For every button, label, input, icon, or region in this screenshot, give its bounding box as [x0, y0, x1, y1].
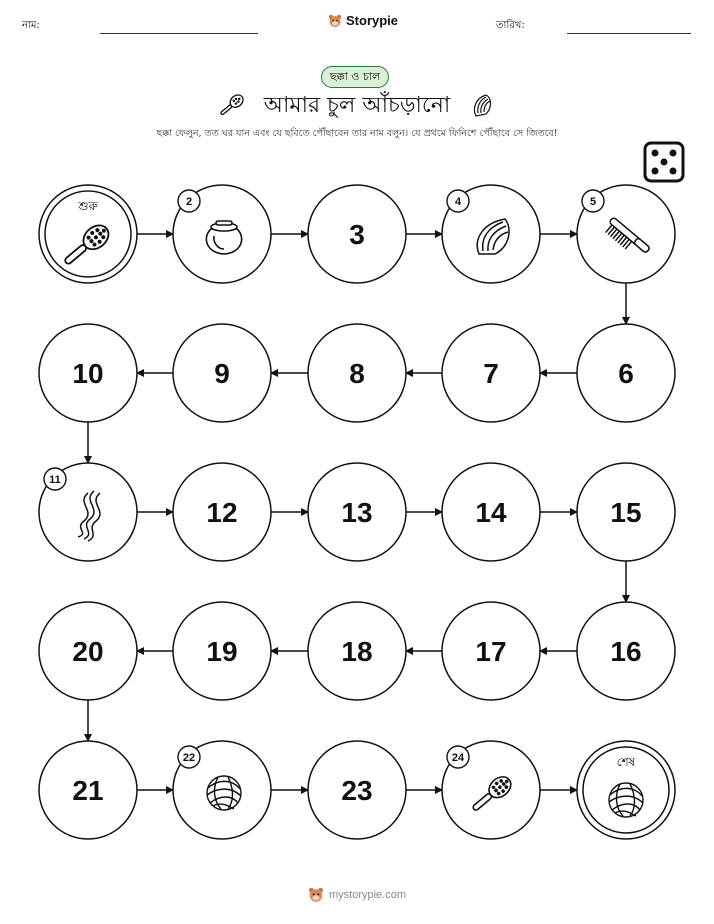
- cell-number: 22: [182, 752, 196, 764]
- cell-number: 12: [206, 497, 238, 528]
- end-label: শেষ: [616, 755, 636, 769]
- pot-icon: [206, 221, 241, 254]
- cell-number: 21: [72, 775, 104, 806]
- cell-number: 2: [185, 196, 193, 208]
- start-label: শুরু: [78, 199, 98, 213]
- board-cell-22: [173, 741, 271, 839]
- board-cell-11: [39, 463, 137, 561]
- cell-number: 14: [475, 497, 507, 528]
- board-cell-13: [308, 463, 406, 561]
- cell-number: 7: [483, 358, 499, 389]
- game-type-badge: ছক্কা ও চাল: [321, 66, 389, 88]
- board-cell-20: [39, 602, 137, 700]
- cell-number: 18: [341, 636, 373, 667]
- cell-number: 5: [589, 196, 597, 208]
- footer-site: mystorypie.com: [328, 889, 407, 901]
- cell-number: 11: [49, 474, 61, 486]
- board-cell-17: [442, 602, 540, 700]
- page-title: আমার চুল আঁচড়ানো: [263, 93, 451, 118]
- cell-number: 17: [475, 636, 507, 667]
- cell-number: 3: [349, 219, 365, 250]
- cell-number: 20: [72, 636, 104, 667]
- instructions: ছক্কা ফেলুন, তত ঘর যান এবং যে ছবিতে পৌঁছাবেন তার নাম বলুন। যে প্রথমে ফিনিশে পৌঁছাবে সে জিতবে!: [156, 128, 558, 139]
- board-cell-9: [173, 324, 271, 422]
- yarn-ball-icon: [609, 783, 643, 817]
- cell-number: 15: [610, 497, 642, 528]
- footer-bear-icon: [308, 887, 324, 903]
- board-cell-15: [577, 463, 675, 561]
- board-cell-6: [577, 324, 675, 422]
- board-cell-25: [577, 741, 675, 839]
- cell-number: 13: [341, 497, 373, 528]
- cell-number: 8: [349, 358, 365, 389]
- board-cell-5: [577, 185, 675, 283]
- name-label: নাম:: [22, 20, 40, 31]
- board-cell-16: [577, 602, 675, 700]
- board-cell-10: [39, 324, 137, 422]
- cell-number: 19: [206, 636, 238, 667]
- cell-number: 16: [610, 636, 642, 667]
- cell-number: 23: [341, 775, 373, 806]
- board-cell-14: [442, 463, 540, 561]
- footer: [0, 887, 714, 903]
- yarn-ball-icon: [207, 776, 241, 810]
- board-cell-2: [173, 185, 271, 283]
- cell-number: 24: [451, 752, 465, 764]
- cell-number: 4: [454, 196, 462, 208]
- board-cell-19: [173, 602, 271, 700]
- cell-number: 10: [72, 358, 104, 389]
- cell-number: 9: [214, 358, 230, 389]
- brand-name: Storypie: [346, 13, 399, 28]
- date-label: তারিখ:: [496, 20, 525, 31]
- board-cell-1: [39, 185, 137, 283]
- board-cell-24: [442, 741, 540, 839]
- board-cell-4: [442, 185, 540, 283]
- board-cell-23: [308, 741, 406, 839]
- board-cell-3: [308, 185, 406, 283]
- board-cell-7: [442, 324, 540, 422]
- cell-number: 6: [618, 358, 634, 389]
- board-cell-8: [308, 324, 406, 422]
- board-cell-12: [173, 463, 271, 561]
- board-cell-18: [308, 602, 406, 700]
- board-cell-21: [39, 741, 137, 839]
